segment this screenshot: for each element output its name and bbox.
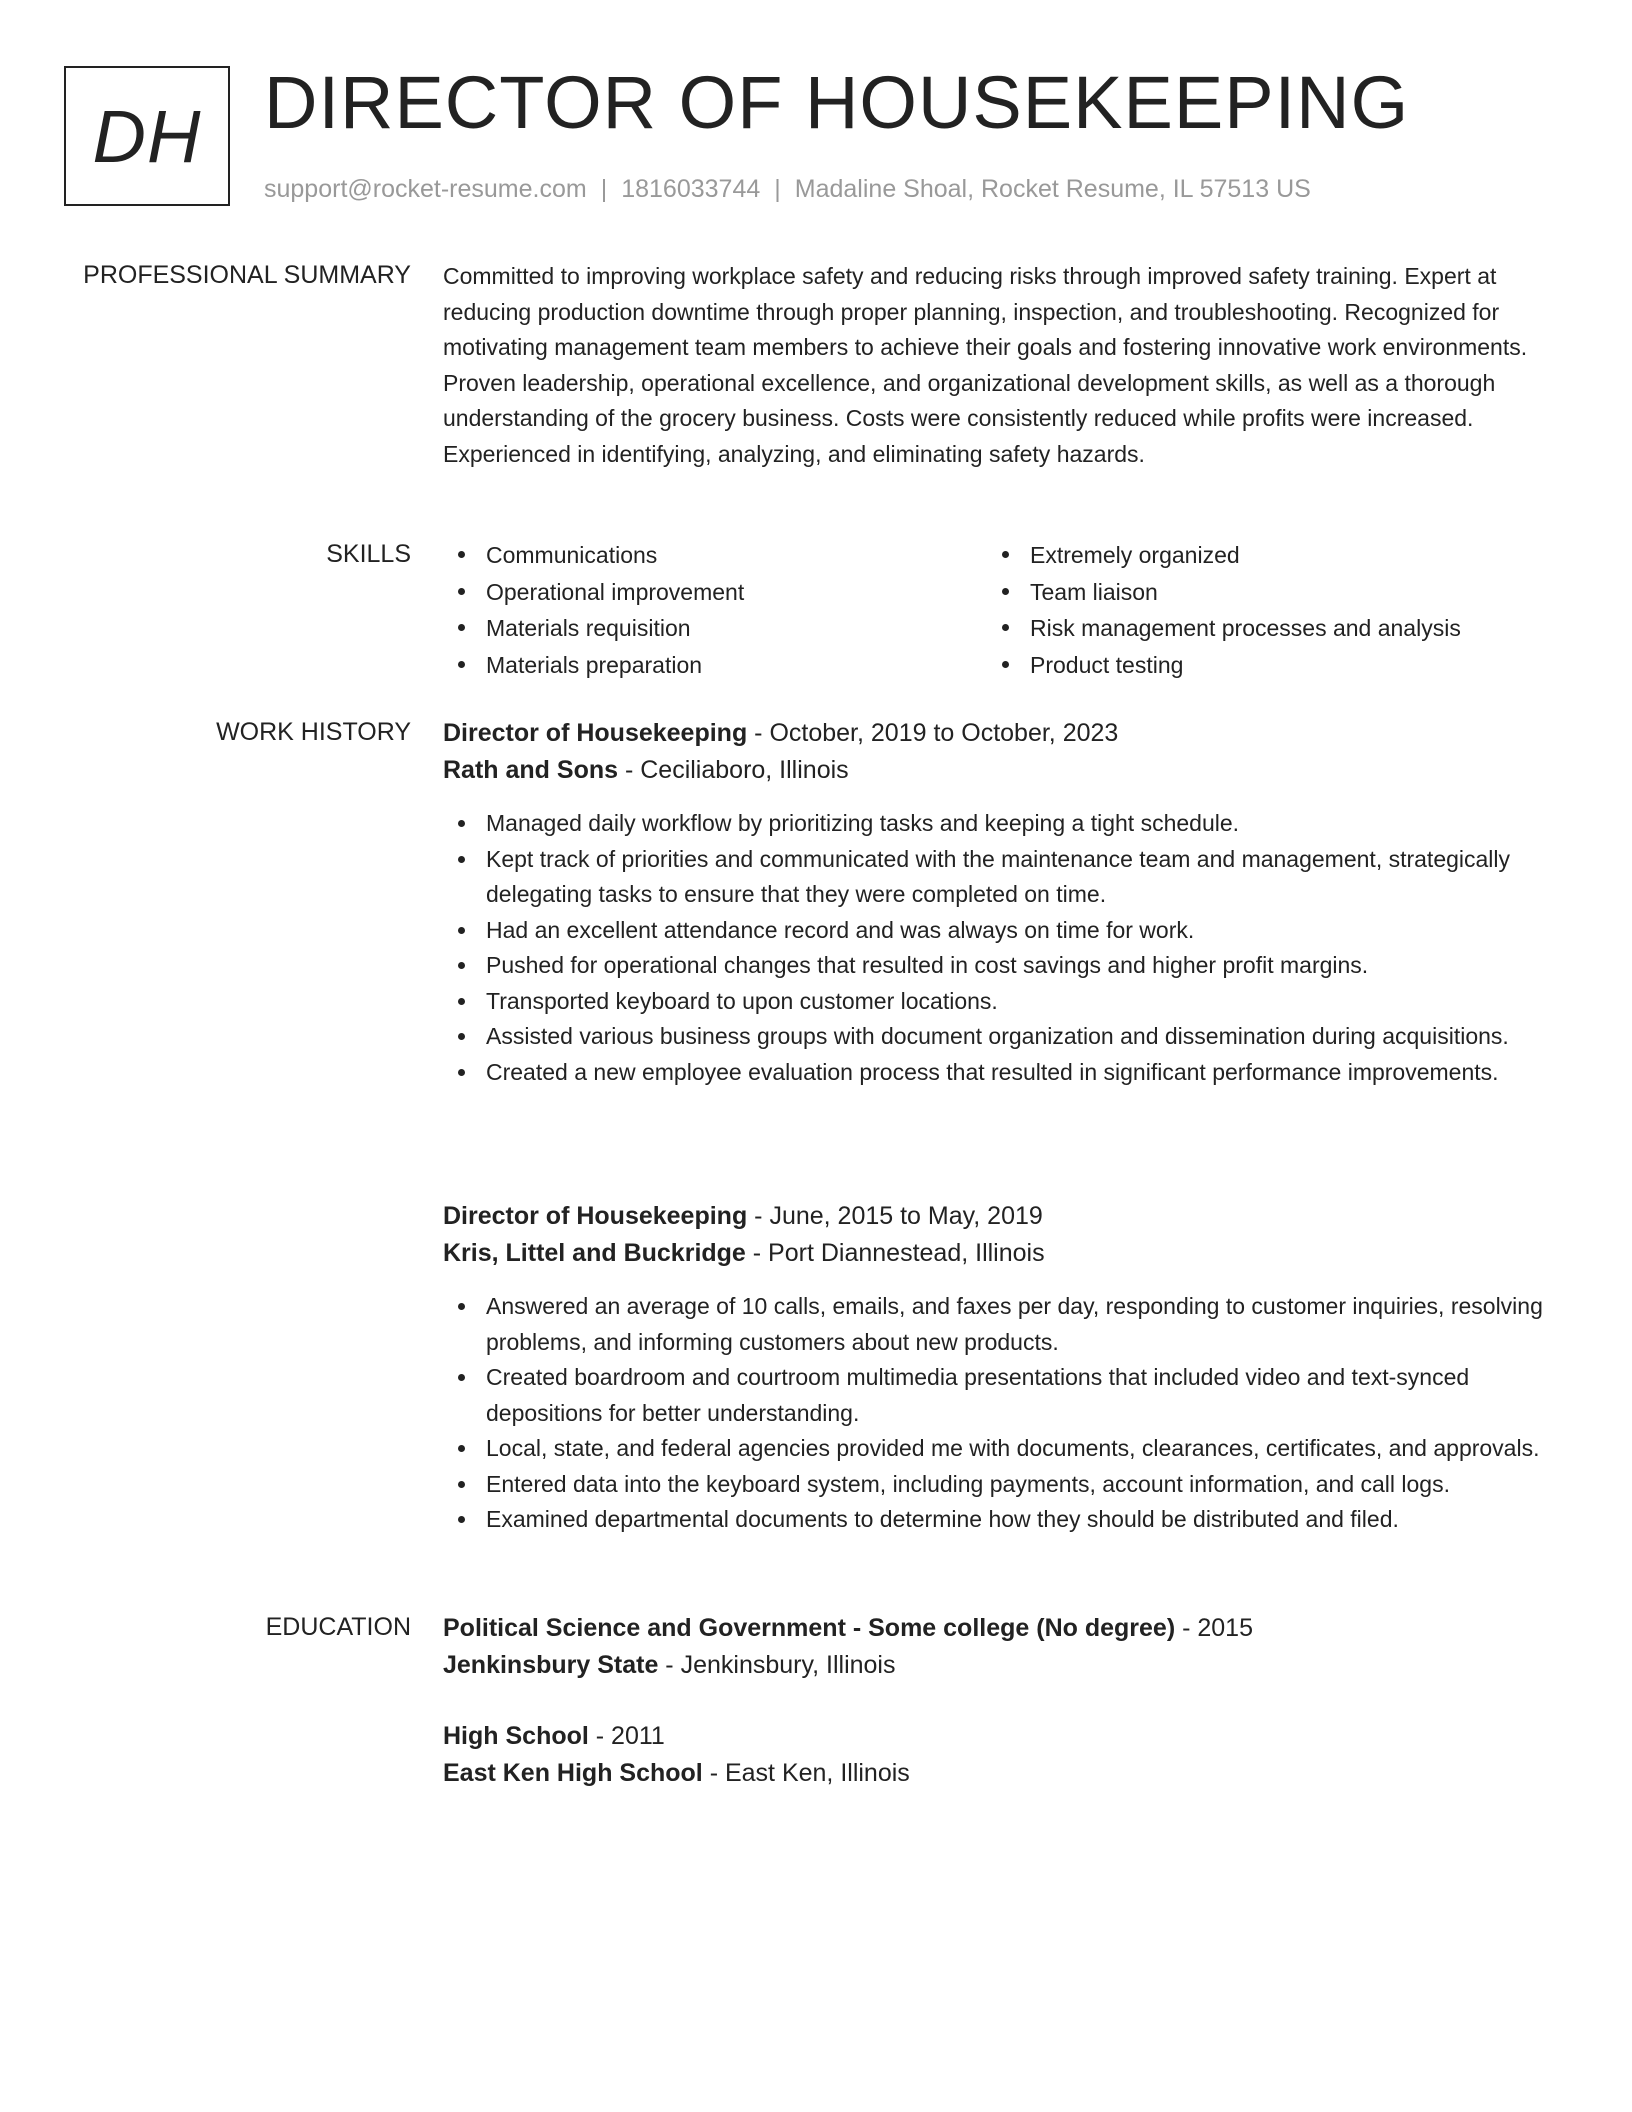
education-location: - East Ken, Illinois xyxy=(702,1759,910,1787)
job-dates: - June, 2015 to May, 2019 xyxy=(747,1202,1043,1230)
section-heading-skills: SKILLS xyxy=(326,540,411,568)
education-school-line xyxy=(443,1755,1563,1792)
section-heading-education: EDUCATION xyxy=(265,1613,411,1641)
skill-item: Operational improvement xyxy=(443,574,987,611)
education-entry xyxy=(443,1718,1563,1792)
education-degree-line xyxy=(443,1718,1563,1755)
job-location: - Ceciliaboro, Illinois xyxy=(618,756,849,784)
job-entry xyxy=(443,1198,1563,1538)
skills-list xyxy=(443,537,1563,683)
job-company: Rath and Sons xyxy=(443,756,619,784)
job-bullet: Had an excellent attendance record and was always on time for work. xyxy=(443,913,1563,949)
initials-monogram: DH xyxy=(64,66,230,206)
summary-body xyxy=(443,259,1563,472)
skill-item: Extremely organized xyxy=(987,537,1547,574)
skill-item: Materials preparation xyxy=(443,647,987,684)
job-location: - Port Diannestead, Illinois xyxy=(745,1239,1045,1267)
job-bullets xyxy=(443,1289,1563,1538)
contact-line xyxy=(264,172,1311,206)
job-bullet: Kept track of priorities and communicated with the maintenance team and management, strategically delegating tasks to ensure that they were completed on time. xyxy=(443,842,1563,913)
job-title-line xyxy=(443,715,1563,752)
skill-item: Product testing xyxy=(987,647,1547,684)
education-school-line xyxy=(443,1647,1563,1684)
job-title: Director of Housekeeping xyxy=(443,1202,748,1230)
contact-separator: | xyxy=(600,175,608,203)
job-entry xyxy=(443,715,1563,1090)
education-degree: High School xyxy=(443,1722,589,1750)
contact-email: support@rocket-resume.com xyxy=(264,175,587,203)
skill-item: Communications xyxy=(443,537,987,574)
job-dates: - October, 2019 to October, 2023 xyxy=(747,719,1119,747)
job-bullet: Answered an average of 10 calls, emails, and faxes per day, responding to customer inquiries, resolving problems, and informing customers about new products. xyxy=(443,1289,1563,1360)
education-year: - 2011 xyxy=(588,1722,665,1750)
education-entry xyxy=(443,1610,1563,1684)
resume-title: DIRECTOR OF HOUSEKEEPING xyxy=(264,61,1410,144)
education-location: - Jenkinsbury, Illinois xyxy=(658,1651,896,1679)
job-bullet: Examined departmental documents to determine how they should be distributed and filed. xyxy=(443,1502,1563,1538)
contact-separator: | xyxy=(774,175,781,203)
job-company-line xyxy=(443,1235,1563,1272)
skill-item: Materials requisition xyxy=(443,610,987,647)
skill-item: Risk management processes and analysis xyxy=(987,610,1547,647)
education-degree: Political Science and Government - Some college (No degree) xyxy=(443,1614,1176,1642)
education-school: Jenkinsbury State xyxy=(443,1651,659,1679)
job-company-line xyxy=(443,752,1563,789)
skills-body xyxy=(443,537,1563,683)
job-bullet: Pushed for operational changes that resulted in cost savings and higher profit margins. xyxy=(443,948,1563,984)
job-bullets xyxy=(443,806,1563,1090)
section-heading-work-history: WORK HISTORY xyxy=(216,718,411,746)
contact-phone: 1816033744 xyxy=(621,175,761,203)
job-bullet: Managed daily workflow by prioritizing tasks and keeping a tight schedule. xyxy=(443,806,1563,842)
job-bullet: Entered data into the keyboard system, including payments, account information, and call logs. xyxy=(443,1467,1563,1503)
skill-item: Team liaison xyxy=(987,574,1547,611)
job-title-line xyxy=(443,1198,1563,1235)
education-school: East Ken High School xyxy=(443,1759,703,1787)
contact-address: Madaline Shoal, Rocket Resume, IL 57513 US xyxy=(794,175,1311,203)
job-bullet: Assisted various business groups with document organization and dissemination during acquisitions. xyxy=(443,1019,1563,1055)
job-bullet: Created boardroom and courtroom multimedia presentations that included video and text-synced depositions for better understanding. xyxy=(443,1360,1563,1431)
education-degree-line xyxy=(443,1610,1563,1647)
education-year: - 2015 xyxy=(1175,1614,1253,1642)
job-bullet: Created a new employee evaluation process that resulted in significant performance improvements. xyxy=(443,1055,1563,1091)
job-title: Director of Housekeeping xyxy=(443,719,748,747)
job-bullet: Local, state, and federal agencies provided me with documents, clearances, certificates, and approvals. xyxy=(443,1431,1563,1467)
job-bullet: Transported keyboard to upon customer locations. xyxy=(443,984,1563,1020)
section-heading-summary: PROFESSIONAL SUMMARY xyxy=(83,261,411,289)
summary-text: Committed to improving workplace safety and reducing risks through improved safety training. Expert at reducing production downtime through proper planning, inspection, and troubleshooting. Recognized for motivating management team members to achieve their goals and fostering innovative work environments. Proven leadership, operational excellence, and organizational development skills, as well as a thorough understanding of the grocery business. Costs were consistently reduced while profits were increased. Experienced in identifying, analyzing, and eliminating safety hazards. xyxy=(443,263,1528,467)
job-company: Kris, Littel and Buckridge xyxy=(443,1239,746,1267)
